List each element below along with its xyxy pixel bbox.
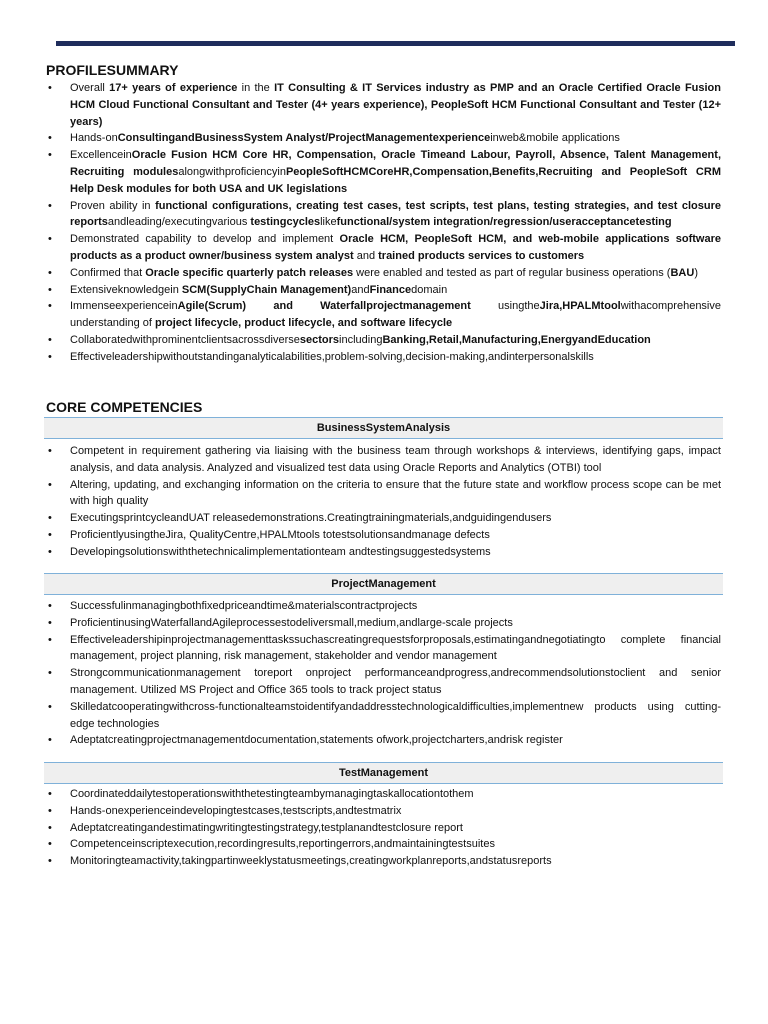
list-item: • Competenceinscriptexecution,recordingresults,reportingerrors,andmaintainingtestsuites: [46, 836, 721, 853]
list-item: • Skilledatcooperatingwithcross-functionalteamstoidentifyandaddresstechnologicaldifficulties,implementnew products using cutting-edge technologies: [46, 699, 721, 733]
list-item: • CollaboratedwithprominentclientsacrossdiversesectorsincludingBanking,Retail,Manufacturing,EnergyandEducation: [46, 332, 721, 349]
profile-summary-list: [46, 80, 721, 366]
list-item: • Coordinateddailytestoperationswiththetestingteambymanagingtaskallocationtothem: [46, 786, 721, 803]
list-item: • ProficientinusingWaterfallandAgileprocessestodeliversmall,medium,andlarge-scale projects: [46, 615, 721, 632]
list-item: • Monitoringteamactivity,takingpartinweeklystatusmeetings,creatingworkplanreports,andstatusreports: [46, 853, 721, 870]
list-item: • Competent in requirement gathering via liaising with the business team through workshops & interviews, identifying gaps, impact analysis, and data analysis. Analyzed and visualized test data using Oracle Reports and Analytics (OTBI) tool: [46, 443, 721, 477]
core-competencies-heading: CORE COMPETENCIES: [46, 399, 203, 415]
list-item: • Effectiveleadershipwithoutstandinganalyticalabilities,problem-solving,decision-making,andinterpersonalskills: [46, 349, 721, 366]
list-item: • ImmenseexperienceinAgile(Scrum) and Waterfallprojectmanagement usingtheJira,HPALMtoolwithacomprehensive understanding of project lifecycle, product lifecycle, and software lifecycle: [46, 298, 721, 332]
list-item: • Hands-onexperienceindevelopingtestcases,testscripts,andtestmatrix: [46, 803, 721, 820]
list-item: • Demonstrated capability to develop and implement Oracle HCM, PeopleSoft HCM, and web-mobile applications software products as a product owner/business system analyst and trained products services to customers: [46, 231, 721, 265]
list-item: • Strongcommunicationmanagement toreport onproject performanceandprogress,andrecommendsolutionstoclient and senior management. Utilized MS Project and Office 365 tools to track project status: [46, 665, 721, 699]
list-item: • Hands-onConsultingandBusinessSystem Analyst/ProjectManagementexperienceinweb&mobile applications: [46, 130, 721, 147]
list-item: • Adeptatcreatingprojectmanagementdocumentation,statements ofwork,projectcharters,andrisk register: [46, 732, 721, 749]
list-item: • Adeptatcreatingandestimatingwritingtestingstrategy,testplanandtestclosure report: [46, 820, 721, 837]
list-item: • Effectiveleadershipinprojectmanagementtaskssuchascreatingrequestsforproposals,estimatingandnegotiatingto complete financial management, project planning, risk management, stakeholder and vendor management: [46, 632, 721, 666]
header-rule: [56, 41, 735, 46]
project-management-heading: ProjectManagement: [44, 573, 723, 595]
business-system-analysis-list: [46, 443, 721, 561]
test-management-list: [46, 786, 721, 870]
list-item: • Altering, updating, and exchanging information on the criteria to ensure that the future state and workflow process scope can be met with high quality: [46, 477, 721, 511]
profile-summary-heading: PROFILESUMMARY: [46, 62, 179, 78]
list-item: • Extensiveknowledgein SCM(SupplyChain Management)andFinancedomain: [46, 282, 721, 299]
list-item: • ExcellenceinOracle Fusion HCM Core HR, Compensation, Oracle Timeand Labour, Payroll, Absence, Talent Management, Recruiting modulesalongwithproficiencyinPeopleSoftHCMCoreHR,Compensation,Benefits,Recruiting and PeopleSoft CRM Help Desk modules for both USA and UK legislations: [46, 147, 721, 197]
list-item: • ProficientlyusingtheJira, QualityCentre,HPALMtools totestsolutionsandmanage defects: [46, 527, 721, 544]
list-item: • Developingsolutionswiththetechnicalimplementationteam andtestingsuggestedsystems: [46, 544, 721, 561]
list-item: • ExecutingsprintcycleandUAT releasedemonstrations.Creatingtrainingmaterials,andguidingendusers: [46, 510, 721, 527]
business-system-analysis-heading: BusinessSystemAnalysis: [44, 417, 723, 439]
list-item: • Proven ability in functional configurations, creating test cases, test scripts, test plans, testing strategies, and test closure reportsandleading/executingvarious testingcycleslikefunctional/system integration/regression/useracceptancetesting: [46, 198, 721, 232]
list-item: • Successfulinmanagingbothfixedpriceandtime&materialscontractprojects: [46, 598, 721, 615]
test-management-heading: TestManagement: [44, 762, 723, 784]
list-item: • Overall 17+ years of experience in the IT Consulting & IT Services industry as PMP and an Oracle Certified Oracle Fusion HCM Cloud Functional Consultant and Tester (4+ years experience), PeopleSoft HCM Functional Consultant and Tester (12+ years): [46, 80, 721, 130]
list-item: • Confirmed that Oracle specific quarterly patch releases were enabled and tested as part of regular business operations (BAU): [46, 265, 721, 282]
project-management-list: [46, 598, 721, 749]
